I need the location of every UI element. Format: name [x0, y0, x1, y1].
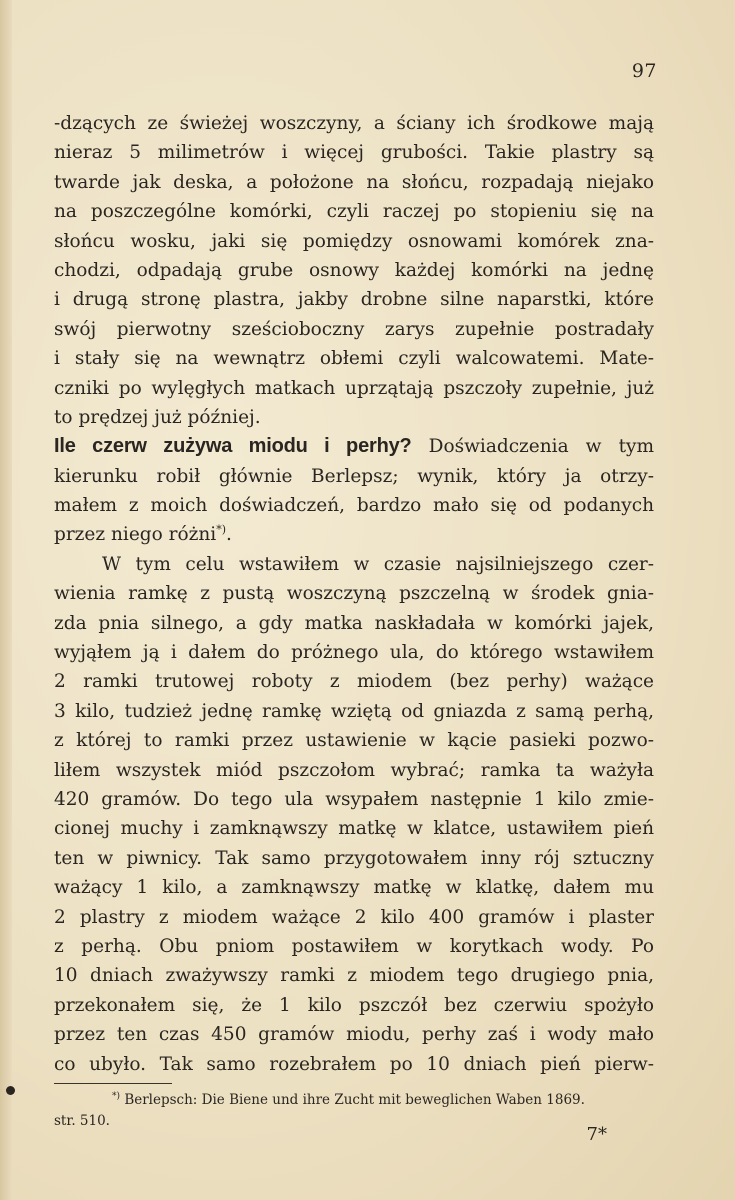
- text-line: co ubyło. Tak samo rozebrałem po 10 dniach pień pierw-: [54, 1053, 654, 1075]
- text-line: i drugą stronę plastra, jakby drobne silne naparstki, które: [54, 289, 654, 311]
- footnote-line: str. 510.: [54, 1113, 110, 1129]
- text-line: przez ten czas 450 gramów miodu, perhy zaś i wody mało: [54, 1024, 654, 1046]
- text-line: przekonałem się, że 1 kilo pszczół bez czerwiu spożyło: [54, 994, 654, 1016]
- text-line: z perhą. Obu pniom postawiłem w korytkach wody. Po: [54, 935, 654, 957]
- page-gutter: [0, 0, 12, 1200]
- text-line: ten w piwnicy. Tak samo przygotowałem inny rój sztuczny: [54, 847, 654, 869]
- text-segment: .: [226, 524, 232, 546]
- text-line: -dzących ze świeżej woszczyny, a ściany ich środkowe mają: [54, 113, 654, 134]
- text-line: swój pierwotny sześcioboczny zarys zupełnie postradały: [54, 318, 654, 340]
- section-heading-line: [54, 432, 654, 461]
- text-line: cionej muchy i zamknąwszy matkę w klatce, ustawiłem pień: [54, 818, 654, 840]
- body-text: [54, 109, 654, 1079]
- text-line: małem z moich doświadczeń, bardzo mało się od podanych: [54, 495, 654, 517]
- text-line: nieraz 5 milimetrów i więcej grubości. Takie plastry są: [54, 142, 654, 164]
- text-line: wyjąłem ją i dałem do próżnego ula, do którego wstawiłem: [54, 642, 654, 664]
- text-line: ważący 1 kilo, a zamknąwszy matkę w klatkę, dałem mu: [54, 877, 654, 899]
- footnote-rule: [54, 1083, 172, 1084]
- text-line: słońcu wosku, jaki się pomiędzy osnowami komórek zna-: [54, 230, 654, 252]
- heading-line-text: Doświadczenia w tym: [428, 436, 654, 458]
- section-heading: Ile czerw zużywa miodu i perhy?: [54, 435, 412, 458]
- text-line: 3 kilo, tudzież jednę ramkę wziętą od gniazda z samą perhą,: [54, 700, 654, 722]
- margin-dot: [6, 1086, 15, 1095]
- text-line: 2 plastry z miodem ważące 2 kilo 400 gramów i plaster: [54, 906, 654, 928]
- text-line: liłem wszystek miód pszczołom wybrać; ramka ta ważyła: [54, 759, 654, 781]
- text-line: czniki po wylęgłych matkach uprzątają pszczoły zupełnie, już: [54, 377, 654, 399]
- text-line: wienia ramkę z pustą woszczyną pszczelną w środek gnia-: [54, 583, 654, 605]
- footnote-line: [54, 1090, 664, 1111]
- paragraph-first-line: W tym celu wstawiłem w czasie najsilniejszego czer-: [102, 553, 654, 575]
- text-line: i stały się na wewnątrz obłemi czyli walcowatemi. Mate-: [54, 348, 654, 370]
- text-line: 420 gramów. Do tego ula wsypałem następnie 1 kilo zmie-: [54, 788, 654, 810]
- text-segment: przez niego różni: [54, 524, 217, 546]
- footnote: [54, 1090, 664, 1132]
- footnote-text: Berlepsch: Die Biene und ihre Zucht mit beweglichen Waben 1869.: [124, 1092, 585, 1108]
- text-line: kierunku robił głównie Berlepsz; wynik, który ja otrzy-: [54, 465, 654, 487]
- text-line: chodzi, odpadają grube osnowy każdej komórki na jednę: [54, 259, 654, 281]
- text-line: twarde jak deska, a położone na słońcu, rozpadają niejako: [54, 171, 654, 193]
- text-line: to prędzej już później.: [54, 406, 261, 428]
- text-line: 2 ramki trutowej roboty z miodem (bez perhy) ważące: [54, 671, 654, 693]
- page-number: 97: [631, 60, 657, 82]
- text-line: na poszczególne komórki, czyli raczej po stopieniu się na: [54, 201, 654, 223]
- signature-mark: 7*: [586, 1124, 607, 1145]
- text-line: 10 dniach zważywszy ramki z miodem tego drugiego pnia,: [54, 965, 654, 987]
- footnote-reference: *): [216, 523, 227, 537]
- footnote-mark: *): [112, 1091, 121, 1102]
- text-line: z której to ramki przez ustawienie w kącie pasieki pozwo-: [54, 730, 654, 752]
- footnote-reference-line: [54, 520, 654, 549]
- text-line: zda pnia silnego, a gdy matka naskładała w komórki jajek,: [54, 612, 654, 634]
